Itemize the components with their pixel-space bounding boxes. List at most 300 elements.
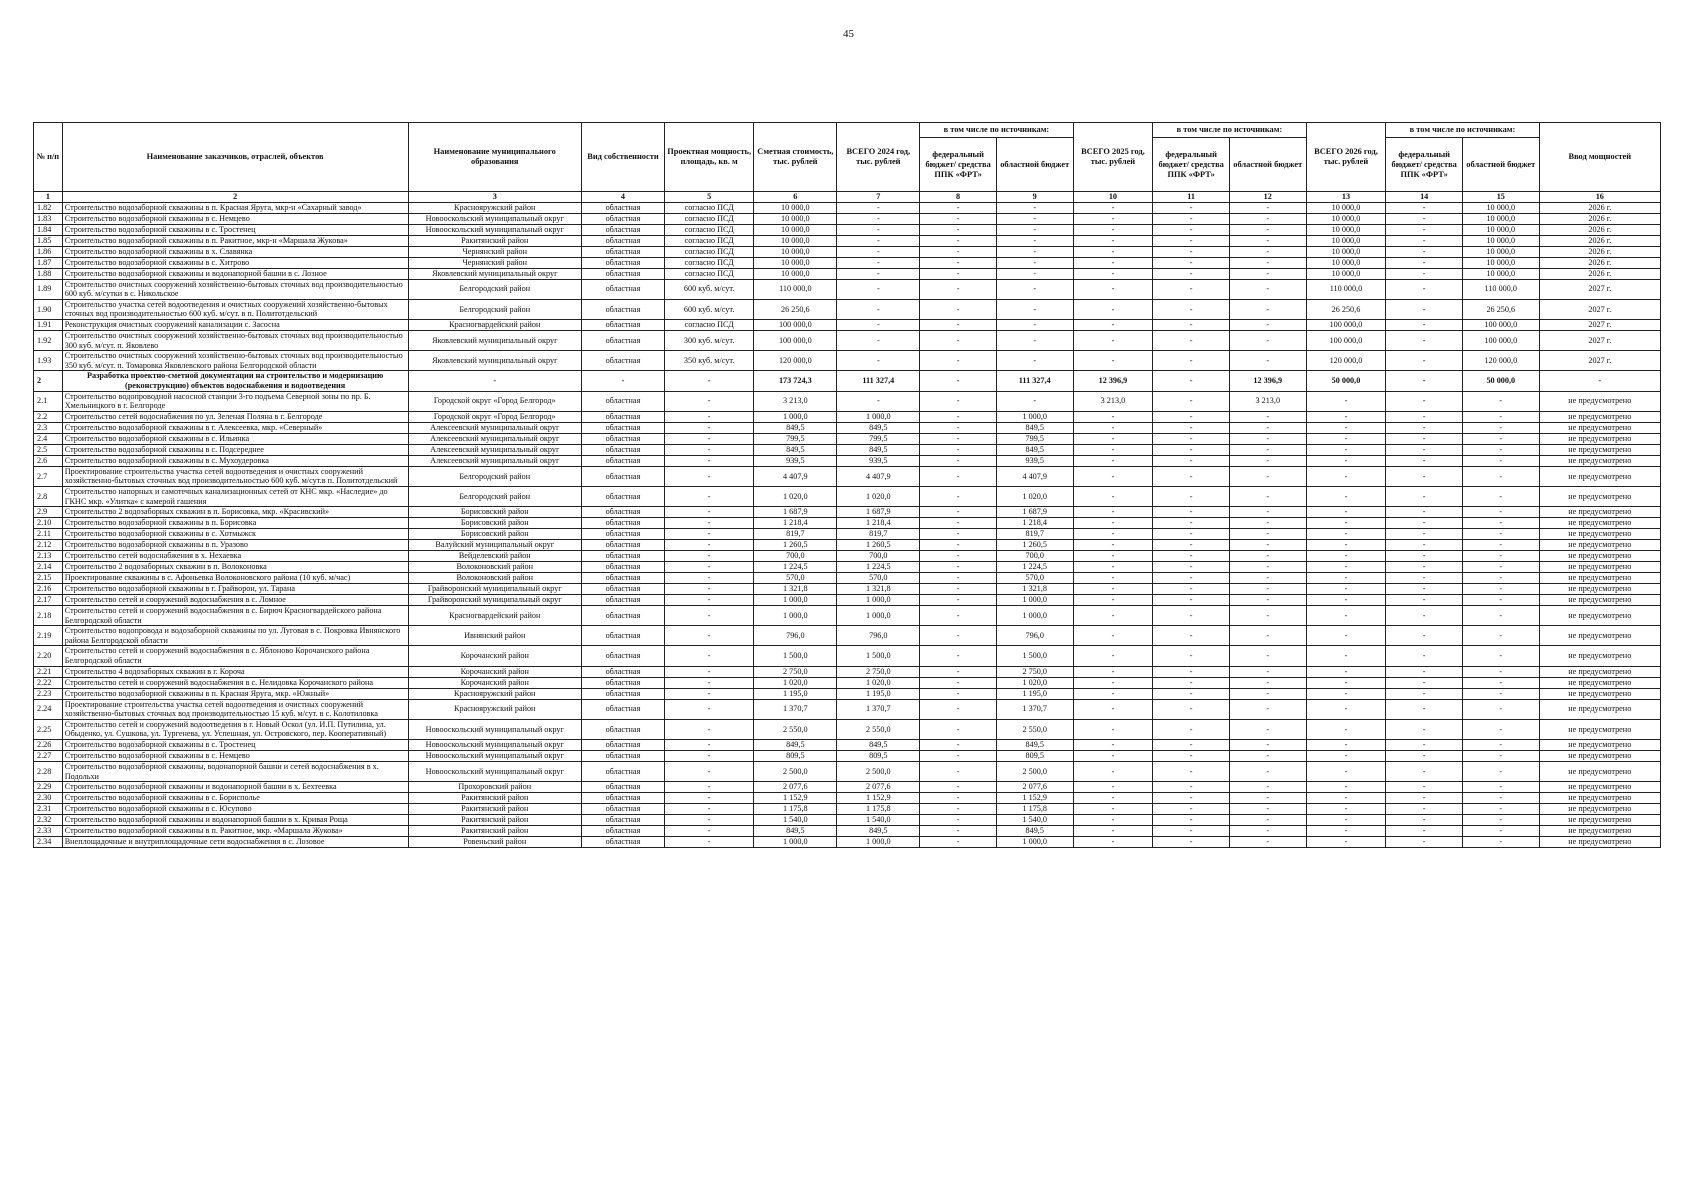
column-number: 3 bbox=[408, 192, 581, 203]
municipality: Борисовский район bbox=[408, 518, 581, 529]
federal-2026: - bbox=[1386, 422, 1463, 433]
federal-2025: - bbox=[1153, 455, 1230, 466]
estimated-cost: 799,5 bbox=[754, 433, 837, 444]
capacity: - bbox=[664, 688, 753, 699]
object-name: Строительство очистных сооружений хозяйственно-бытовых сточных вод производительностью 600 куб. м/сутки в с. Никольское bbox=[62, 279, 408, 299]
object-name: Строительство сетей и сооружений водоснабжения в с. Ломное bbox=[62, 595, 408, 606]
federal-2024: - bbox=[920, 371, 997, 391]
federal-2025: - bbox=[1153, 584, 1230, 595]
capacity: - bbox=[664, 371, 753, 391]
federal-2026: - bbox=[1386, 433, 1463, 444]
table-row bbox=[34, 422, 1661, 433]
commissioning: не предусмотрено bbox=[1539, 455, 1660, 466]
regional-2025: - bbox=[1229, 351, 1306, 371]
total-2026: 110 000,0 bbox=[1306, 279, 1386, 299]
total-2025: - bbox=[1073, 677, 1153, 688]
total-2026: - bbox=[1306, 815, 1386, 826]
regional-2024: 1 321,8 bbox=[996, 584, 1073, 595]
federal-2025: - bbox=[1153, 646, 1230, 666]
regional-2026: 10 000,0 bbox=[1462, 224, 1539, 235]
capacity: - bbox=[664, 540, 753, 551]
estimated-cost: 10 000,0 bbox=[754, 224, 837, 235]
header-federal-2024: федеральный бюджет/ средства ППК «ФРТ» bbox=[920, 138, 997, 192]
total-2025: - bbox=[1073, 837, 1153, 848]
regional-2025: - bbox=[1229, 213, 1306, 224]
ownership: областная bbox=[581, 529, 664, 540]
federal-2025: - bbox=[1153, 444, 1230, 455]
total-2024: 799,5 bbox=[837, 433, 920, 444]
regional-2025: - bbox=[1229, 762, 1306, 782]
ownership: областная bbox=[581, 699, 664, 719]
investment-table bbox=[33, 122, 1661, 848]
column-number: 1 bbox=[34, 192, 63, 203]
object-name: Строительство сетей и сооружений водоснабжения в с. Яблоново Корочанского района Белгородской области bbox=[62, 646, 408, 666]
municipality: Борисовский район bbox=[408, 507, 581, 518]
federal-2026: - bbox=[1386, 540, 1463, 551]
total-2026: 100 000,0 bbox=[1306, 330, 1386, 350]
object-name: Строительство водопровода и водозаборной скважины по ул. Луговая в с. Покровка Ивнянского района Белгородской области bbox=[62, 626, 408, 646]
municipality: Краснояружский район bbox=[408, 699, 581, 719]
ownership: областная bbox=[581, 246, 664, 257]
object-name: Строительство водозаборной скважины в х. Славянка bbox=[62, 246, 408, 257]
regional-2026: - bbox=[1462, 466, 1539, 486]
regional-2025: - bbox=[1229, 699, 1306, 719]
ownership: областная bbox=[581, 466, 664, 486]
capacity: - bbox=[664, 699, 753, 719]
total-2026: - bbox=[1306, 666, 1386, 677]
municipality: - bbox=[408, 371, 581, 391]
regional-2026: - bbox=[1462, 782, 1539, 793]
federal-2026: - bbox=[1386, 740, 1463, 751]
federal-2026: - bbox=[1386, 518, 1463, 529]
header-cost: Сметная стоимость, тыс. рублей bbox=[754, 123, 837, 192]
row-number: 1.85 bbox=[34, 235, 63, 246]
regional-2026: - bbox=[1462, 573, 1539, 584]
header-regional-2025: областной бюджет bbox=[1229, 138, 1306, 192]
regional-2025: - bbox=[1229, 573, 1306, 584]
table-row bbox=[34, 455, 1661, 466]
table-row bbox=[34, 213, 1661, 224]
capacity: - bbox=[664, 444, 753, 455]
regional-2024: 849,5 bbox=[996, 826, 1073, 837]
table-row bbox=[34, 740, 1661, 751]
estimated-cost: 173 724,3 bbox=[754, 371, 837, 391]
total-2026: - bbox=[1306, 740, 1386, 751]
federal-2026: - bbox=[1386, 529, 1463, 540]
federal-2024: - bbox=[920, 235, 997, 246]
object-name: Строительство сетей и сооружений водоснабжения в с. Нелидовка Корочанского района bbox=[62, 677, 408, 688]
federal-2024: - bbox=[920, 762, 997, 782]
object-name: Строительство водозаборной скважины в с. Хитрово bbox=[62, 257, 408, 268]
estimated-cost: 3 213,0 bbox=[754, 391, 837, 411]
federal-2025: - bbox=[1153, 626, 1230, 646]
regional-2025: - bbox=[1229, 666, 1306, 677]
estimated-cost: 1 000,0 bbox=[754, 595, 837, 606]
regional-2024: 1 000,0 bbox=[996, 606, 1073, 626]
total-2026: - bbox=[1306, 551, 1386, 562]
column-number: 6 bbox=[754, 192, 837, 203]
commissioning: не предусмотрено bbox=[1539, 540, 1660, 551]
total-2025: - bbox=[1073, 299, 1153, 319]
total-2024: 849,5 bbox=[837, 422, 920, 433]
regional-2026: 10 000,0 bbox=[1462, 257, 1539, 268]
ownership: областная bbox=[581, 666, 664, 677]
ownership: областная bbox=[581, 422, 664, 433]
row-number: 2.10 bbox=[34, 518, 63, 529]
regional-2024: 111 327,4 bbox=[996, 371, 1073, 391]
municipality: Алексеевский муниципальный округ bbox=[408, 444, 581, 455]
object-name: Строительство водозаборной скважины в п. Уразово bbox=[62, 540, 408, 551]
table-row bbox=[34, 518, 1661, 529]
total-2026: - bbox=[1306, 595, 1386, 606]
municipality: Краснояружский район bbox=[408, 202, 581, 213]
table-row bbox=[34, 279, 1661, 299]
regional-2024: 1 000,0 bbox=[996, 411, 1073, 422]
regional-2026: - bbox=[1462, 837, 1539, 848]
capacity: согласно ПСД bbox=[664, 235, 753, 246]
ownership: областная bbox=[581, 391, 664, 411]
object-name: Строительство водозаборной скважины в с. Хотмыжск bbox=[62, 529, 408, 540]
regional-2026: 110 000,0 bbox=[1462, 279, 1539, 299]
ownership: областная bbox=[581, 224, 664, 235]
federal-2024: - bbox=[920, 529, 997, 540]
federal-2026: - bbox=[1386, 584, 1463, 595]
object-name: Строительство водозаборной скважины в с. Тростенец bbox=[62, 224, 408, 235]
municipality: Ровеньский район bbox=[408, 837, 581, 848]
row-number: 2.19 bbox=[34, 626, 63, 646]
total-2026: - bbox=[1306, 486, 1386, 506]
federal-2026: - bbox=[1386, 507, 1463, 518]
regional-2025: - bbox=[1229, 529, 1306, 540]
total-2025: - bbox=[1073, 319, 1153, 330]
regional-2025: - bbox=[1229, 518, 1306, 529]
regional-2024: 1 540,0 bbox=[996, 815, 1073, 826]
municipality: Новооскольский муниципальный округ bbox=[408, 719, 581, 739]
regional-2025: - bbox=[1229, 740, 1306, 751]
column-number: 16 bbox=[1539, 192, 1660, 203]
investment-table-container bbox=[33, 122, 1661, 848]
object-name: Строительство водозаборной скважины в с. Немцево bbox=[62, 751, 408, 762]
table-row bbox=[34, 793, 1661, 804]
total-2025: - bbox=[1073, 573, 1153, 584]
total-2026: - bbox=[1306, 837, 1386, 848]
total-2025: - bbox=[1073, 279, 1153, 299]
municipality: Белгородский район bbox=[408, 279, 581, 299]
regional-2026: - bbox=[1462, 518, 1539, 529]
regional-2025: - bbox=[1229, 804, 1306, 815]
municipality: Яковлевский муниципальный округ bbox=[408, 268, 581, 279]
ownership: областная bbox=[581, 518, 664, 529]
federal-2026: - bbox=[1386, 486, 1463, 506]
object-name: Строительство сетей и сооружений водоснабжения в с. Бирюч Красногвардейского района Белгородской области bbox=[62, 606, 408, 626]
federal-2024: - bbox=[920, 688, 997, 699]
total-2026: - bbox=[1306, 391, 1386, 411]
regional-2026: - bbox=[1462, 719, 1539, 739]
total-2026: - bbox=[1306, 584, 1386, 595]
total-2026: - bbox=[1306, 507, 1386, 518]
regional-2025: - bbox=[1229, 551, 1306, 562]
total-2024: 1 000,0 bbox=[837, 837, 920, 848]
total-2025: - bbox=[1073, 433, 1153, 444]
table-row bbox=[34, 626, 1661, 646]
regional-2024: 700,0 bbox=[996, 551, 1073, 562]
regional-2025: - bbox=[1229, 826, 1306, 837]
federal-2025: - bbox=[1153, 826, 1230, 837]
row-number: 2.12 bbox=[34, 540, 63, 551]
table-row bbox=[34, 804, 1661, 815]
capacity: - bbox=[664, 391, 753, 411]
table-row bbox=[34, 677, 1661, 688]
total-2026: - bbox=[1306, 782, 1386, 793]
total-2024: 2 077,6 bbox=[837, 782, 920, 793]
federal-2026: - bbox=[1386, 793, 1463, 804]
table-row bbox=[34, 551, 1661, 562]
regional-2025: - bbox=[1229, 411, 1306, 422]
header-num: № п/п bbox=[34, 123, 63, 192]
total-2025: 12 396,9 bbox=[1073, 371, 1153, 391]
table-body bbox=[34, 192, 1661, 848]
ownership: областная bbox=[581, 279, 664, 299]
municipality: Корочанский район bbox=[408, 646, 581, 666]
object-name: Строительство водозаборной скважины в п. Борисовка bbox=[62, 518, 408, 529]
total-2026: - bbox=[1306, 646, 1386, 666]
commissioning: не предусмотрено bbox=[1539, 562, 1660, 573]
estimated-cost: 570,0 bbox=[754, 573, 837, 584]
capacity: - bbox=[664, 815, 753, 826]
regional-2025: - bbox=[1229, 626, 1306, 646]
object-name: Строительство водопроводной насосной станции 3-го подъема Северной зоны по пр. Б. Хмельницкого в г. Белгороде bbox=[62, 391, 408, 411]
municipality: Ракитянский район bbox=[408, 793, 581, 804]
total-2025: - bbox=[1073, 224, 1153, 235]
table-row bbox=[34, 433, 1661, 444]
commissioning: не предусмотрено bbox=[1539, 804, 1660, 815]
commissioning: не предусмотрено bbox=[1539, 606, 1660, 626]
object-name: Строительство 4 водозаборных скважин в г. Короча bbox=[62, 666, 408, 677]
federal-2026: - bbox=[1386, 688, 1463, 699]
federal-2025: - bbox=[1153, 213, 1230, 224]
federal-2024: - bbox=[920, 486, 997, 506]
regional-2026: - bbox=[1462, 595, 1539, 606]
row-number: 2.32 bbox=[34, 815, 63, 826]
commissioning: не предусмотрено bbox=[1539, 551, 1660, 562]
federal-2025: - bbox=[1153, 466, 1230, 486]
estimated-cost: 809,5 bbox=[754, 751, 837, 762]
total-2025: - bbox=[1073, 666, 1153, 677]
federal-2026: - bbox=[1386, 626, 1463, 646]
federal-2026: - bbox=[1386, 371, 1463, 391]
estimated-cost: 1 000,0 bbox=[754, 606, 837, 626]
total-2025: - bbox=[1073, 540, 1153, 551]
municipality: Белгородский район bbox=[408, 299, 581, 319]
total-2025: - bbox=[1073, 584, 1153, 595]
total-2025: - bbox=[1073, 235, 1153, 246]
row-number: 2.21 bbox=[34, 666, 63, 677]
row-number: 2.6 bbox=[34, 455, 63, 466]
federal-2025: - bbox=[1153, 666, 1230, 677]
federal-2024: - bbox=[920, 257, 997, 268]
regional-2024: 2 500,0 bbox=[996, 762, 1073, 782]
federal-2024: - bbox=[920, 507, 997, 518]
commissioning: 2027 г. bbox=[1539, 351, 1660, 371]
municipality: Корочанский район bbox=[408, 666, 581, 677]
total-2025: - bbox=[1073, 826, 1153, 837]
table-row bbox=[34, 257, 1661, 268]
municipality: Ракитянский район bbox=[408, 235, 581, 246]
estimated-cost: 849,5 bbox=[754, 826, 837, 837]
column-number: 7 bbox=[837, 192, 920, 203]
total-2024: - bbox=[837, 235, 920, 246]
row-number: 2.17 bbox=[34, 595, 63, 606]
capacity: - bbox=[664, 762, 753, 782]
ownership: областная bbox=[581, 595, 664, 606]
total-2024: 1 224,5 bbox=[837, 562, 920, 573]
federal-2024: - bbox=[920, 466, 997, 486]
regional-2026: - bbox=[1462, 815, 1539, 826]
commissioning: не предусмотрено bbox=[1539, 688, 1660, 699]
capacity: - bbox=[664, 562, 753, 573]
federal-2024: - bbox=[920, 782, 997, 793]
column-number: 12 bbox=[1229, 192, 1306, 203]
federal-2025: - bbox=[1153, 422, 1230, 433]
table-row bbox=[34, 268, 1661, 279]
regional-2024: 2 750,0 bbox=[996, 666, 1073, 677]
regional-2025: - bbox=[1229, 444, 1306, 455]
total-2024: 2 750,0 bbox=[837, 666, 920, 677]
capacity: - bbox=[664, 666, 753, 677]
estimated-cost: 1 321,8 bbox=[754, 584, 837, 595]
municipality: Новооскольский муниципальный округ bbox=[408, 751, 581, 762]
regional-2026: 10 000,0 bbox=[1462, 246, 1539, 257]
federal-2025: - bbox=[1153, 299, 1230, 319]
total-2025: - bbox=[1073, 213, 1153, 224]
federal-2026: - bbox=[1386, 257, 1463, 268]
total-2026: 10 000,0 bbox=[1306, 202, 1386, 213]
federal-2024: - bbox=[920, 837, 997, 848]
regional-2024: - bbox=[996, 246, 1073, 257]
total-2024: 1 540,0 bbox=[837, 815, 920, 826]
federal-2024: - bbox=[920, 626, 997, 646]
commissioning: не предусмотрено bbox=[1539, 391, 1660, 411]
federal-2024: - bbox=[920, 279, 997, 299]
municipality: Красногвардейский район bbox=[408, 606, 581, 626]
commissioning: - bbox=[1539, 371, 1660, 391]
federal-2024: - bbox=[920, 826, 997, 837]
ownership: областная bbox=[581, 330, 664, 350]
row-number: 2.31 bbox=[34, 804, 63, 815]
municipality: Новооскольский муниципальный округ bbox=[408, 224, 581, 235]
federal-2025: - bbox=[1153, 330, 1230, 350]
row-number: 2.23 bbox=[34, 688, 63, 699]
estimated-cost: 1 218,4 bbox=[754, 518, 837, 529]
regional-2026: - bbox=[1462, 677, 1539, 688]
regional-2025: - bbox=[1229, 646, 1306, 666]
estimated-cost: 10 000,0 bbox=[754, 246, 837, 257]
regional-2024: 1 224,5 bbox=[996, 562, 1073, 573]
federal-2026: - bbox=[1386, 466, 1463, 486]
table-row bbox=[34, 246, 1661, 257]
estimated-cost: 2 550,0 bbox=[754, 719, 837, 739]
total-2025: 3 213,0 bbox=[1073, 391, 1153, 411]
ownership: областная bbox=[581, 486, 664, 506]
regional-2024: - bbox=[996, 319, 1073, 330]
ownership: областная bbox=[581, 626, 664, 646]
total-2025: - bbox=[1073, 793, 1153, 804]
row-number: 2.20 bbox=[34, 646, 63, 666]
capacity: - bbox=[664, 529, 753, 540]
total-2026: 10 000,0 bbox=[1306, 224, 1386, 235]
row-number: 2.11 bbox=[34, 529, 63, 540]
total-2024: - bbox=[837, 213, 920, 224]
federal-2024: - bbox=[920, 202, 997, 213]
total-2026: - bbox=[1306, 826, 1386, 837]
object-name: Строительство 2 водозаборных скважин в п. Борисовка, мкр. «Красивский» bbox=[62, 507, 408, 518]
federal-2025: - bbox=[1153, 257, 1230, 268]
federal-2025: - bbox=[1153, 235, 1230, 246]
capacity: - bbox=[664, 507, 753, 518]
estimated-cost: 120 000,0 bbox=[754, 351, 837, 371]
object-name: Строительство водозаборной скважины в п. Красная Яруга, мкр. «Южный» bbox=[62, 688, 408, 699]
regional-2026: 10 000,0 bbox=[1462, 235, 1539, 246]
header-total-2025: ВСЕГО 2025 год, тыс. рублей bbox=[1073, 123, 1153, 192]
federal-2024: - bbox=[920, 740, 997, 751]
estimated-cost: 10 000,0 bbox=[754, 268, 837, 279]
object-name: Проектирование скважины в с. Афоньевка Волоконовского района (10 куб. м/час) bbox=[62, 573, 408, 584]
row-number: 2.1 bbox=[34, 391, 63, 411]
estimated-cost: 1 687,9 bbox=[754, 507, 837, 518]
federal-2026: - bbox=[1386, 562, 1463, 573]
total-2025: - bbox=[1073, 466, 1153, 486]
total-2025: - bbox=[1073, 507, 1153, 518]
ownership: областная bbox=[581, 540, 664, 551]
commissioning: не предусмотрено bbox=[1539, 762, 1660, 782]
regional-2025: 12 396,9 bbox=[1229, 371, 1306, 391]
municipality: Чернянский район bbox=[408, 246, 581, 257]
object-name: Строительство водозаборной скважины в с. Немцево bbox=[62, 213, 408, 224]
capacity: согласно ПСД bbox=[664, 246, 753, 257]
object-name: Строительство водозаборной скважины в г. Алексеевка, мкр. «Северный» bbox=[62, 422, 408, 433]
federal-2026: - bbox=[1386, 391, 1463, 411]
ownership: областная bbox=[581, 257, 664, 268]
total-2024: 111 327,4 bbox=[837, 371, 920, 391]
estimated-cost: 1 540,0 bbox=[754, 815, 837, 826]
column-number-row bbox=[34, 192, 1661, 203]
capacity: 600 куб. м/сут. bbox=[664, 279, 753, 299]
ownership: областная bbox=[581, 551, 664, 562]
total-2024: 1 195,0 bbox=[837, 688, 920, 699]
total-2024: - bbox=[837, 299, 920, 319]
total-2024: 1 020,0 bbox=[837, 677, 920, 688]
total-2024: 1 000,0 bbox=[837, 595, 920, 606]
federal-2025: - bbox=[1153, 319, 1230, 330]
regional-2025: - bbox=[1229, 782, 1306, 793]
row-number: 2.26 bbox=[34, 740, 63, 751]
capacity: - bbox=[664, 719, 753, 739]
federal-2024: - bbox=[920, 646, 997, 666]
table-header bbox=[34, 123, 1661, 192]
object-name: Строительство водозаборной скважины и водонапорной башни в х. Бехтеевка bbox=[62, 782, 408, 793]
total-2026: 100 000,0 bbox=[1306, 319, 1386, 330]
total-2025: - bbox=[1073, 762, 1153, 782]
regional-2024: 1 020,0 bbox=[996, 486, 1073, 506]
row-number: 1.82 bbox=[34, 202, 63, 213]
ownership: областная bbox=[581, 815, 664, 826]
federal-2026: - bbox=[1386, 246, 1463, 257]
regional-2026: 10 000,0 bbox=[1462, 202, 1539, 213]
regional-2024: 796,0 bbox=[996, 626, 1073, 646]
estimated-cost: 1 020,0 bbox=[754, 677, 837, 688]
regional-2025: - bbox=[1229, 246, 1306, 257]
total-2024: 849,5 bbox=[837, 826, 920, 837]
